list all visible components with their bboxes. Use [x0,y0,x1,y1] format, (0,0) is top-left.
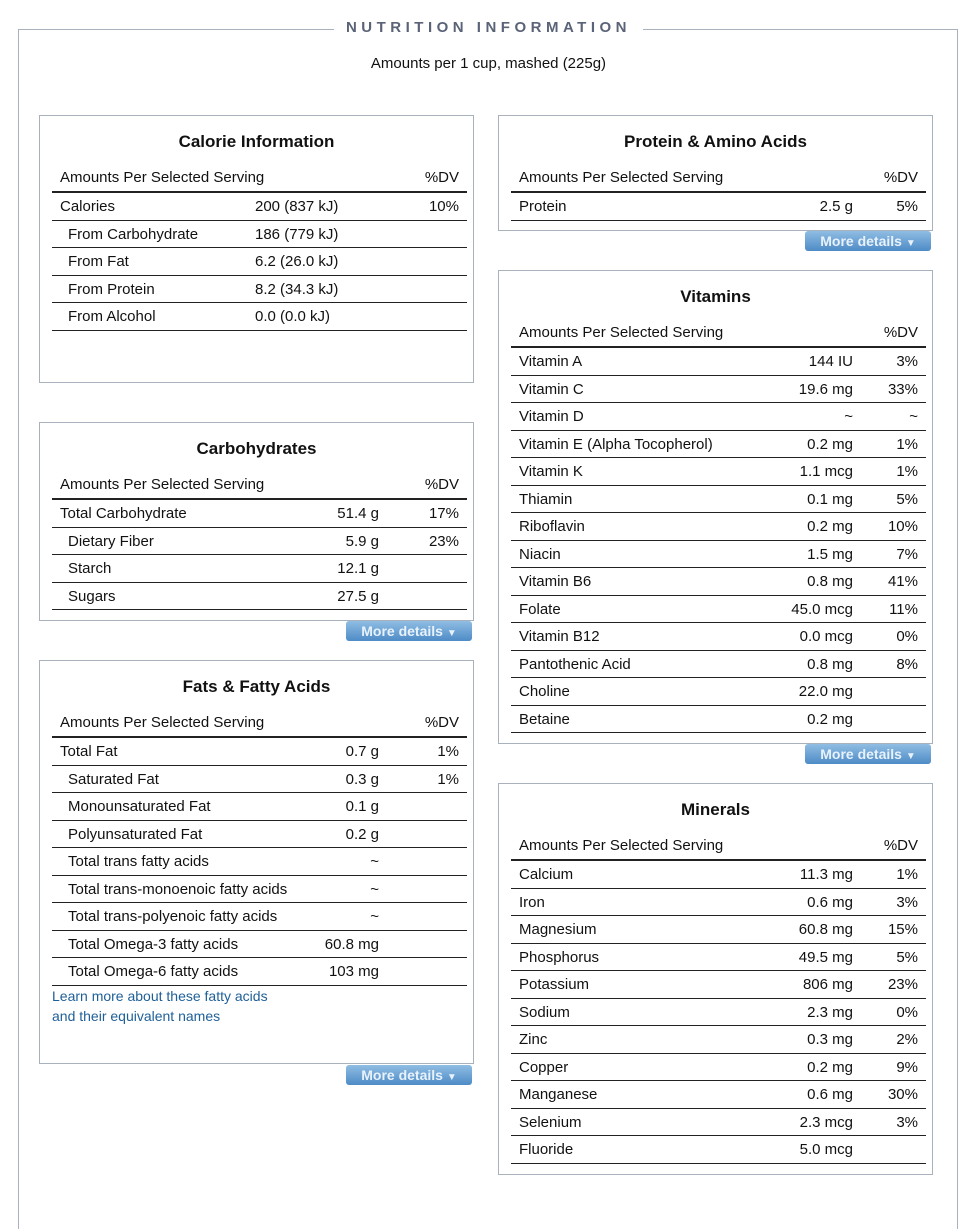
nutrient-dv: 2% [896,1031,918,1048]
carbohydrates-table [52,471,467,610]
table-row [511,486,926,514]
nutrient-name: Choline [519,683,570,700]
nutrient-name: Sodium [519,1003,570,1021]
calorie-panel [39,115,474,383]
table-header-row [511,319,926,348]
more-details-label: More details [820,746,902,762]
table-row [511,999,926,1027]
nutrient-name: Calcium [519,866,574,883]
table-row [511,1081,926,1109]
nutrient-name: Total Omega-3 fatty acids [68,935,239,953]
nutrient-dv: 0% [896,1003,918,1021]
nutrient-name: Zinc [519,1031,548,1048]
nutrient-name: Total trans-monoenoic fatty acids [68,880,288,898]
table-row [52,528,467,556]
nutrient-name: Vitamin B6 [519,573,592,590]
nutrient-dv: 1% [437,770,459,788]
nutrient-name: Total Carbohydrate [60,505,187,522]
learn-more-line-2: and their equivalent names [52,1008,221,1024]
header-dv: %DV [883,169,918,186]
table-row [511,568,926,596]
nutrient-name: Polyunsaturated Fat [68,825,203,843]
nutrient-dv: 10% [428,198,459,215]
nutrient-amount: 12.1 g [337,560,379,577]
minerals-panel [498,783,933,1175]
caret-down-icon: ▼ [905,751,916,762]
nutrient-amount: ~ [844,408,853,425]
nutrient-amount: 0.2 mg [807,1058,853,1076]
table-row [511,889,926,917]
table-row [52,276,467,304]
nutrient-name: Magnesium [519,921,597,938]
nutrient-dv: 0% [896,628,918,645]
learn-more-line-1: Learn more about these fatty acids [52,988,268,1004]
table-row [52,193,467,221]
header-label: Amounts Per Selected Serving [519,324,724,341]
nutrient-amount: 0.6 mg [807,1086,853,1103]
header-label: Amounts Per Selected Serving [60,714,265,731]
nutrient-amount: ~ [370,908,379,925]
panel-title: Vitamins [680,287,751,306]
nutrient-amount: 51.4 g [337,505,379,522]
nutrient-dv: 10% [887,518,918,535]
nutrient-amount: 806 mg [802,976,853,993]
nutrient-name: Total trans-polyenoic fatty acids [68,908,278,925]
nutrient-name: Saturated Fat [68,770,159,788]
nutrient-amount: 0.3 g [345,770,379,788]
nutrient-dv: 8% [896,655,918,673]
table-row [52,555,467,583]
nutrient-dv: 41% [887,573,918,590]
nutrient-dv: 5% [896,198,918,215]
nutrient-dv: 7% [896,545,918,563]
nutrient-amount: 60.8 mg [324,935,379,953]
table-row [52,766,467,794]
header-label: Amounts Per Selected Serving [60,476,265,493]
nutrient-amount: 5.0 mcg [799,1141,853,1158]
nutrient-amount: 2.3 mg [807,1003,853,1021]
nutrient-dv: 1% [437,743,459,760]
nutrient-amount: 200 (837 kJ) [255,198,339,215]
caret-down-icon: ▼ [446,1072,457,1083]
table-row [52,821,467,849]
table-row [511,916,926,944]
nutrient-name: Vitamin E (Alpha Tocopherol) [519,435,713,453]
nutrient-amount: ~ [370,880,379,898]
fats-table [52,709,467,986]
nutrient-amount: 11.3 mg [799,866,853,883]
nutrient-name: Total Fat [60,743,118,760]
nutrient-name: Betaine [519,710,570,728]
nutrient-name: From Alcohol [68,308,156,325]
nutrient-amount: 0.2 mg [807,710,853,728]
nutrient-name: Total trans fatty acids [68,853,209,870]
learn-more-fatty-acids-link[interactable] [52,986,268,1026]
nutrient-name: From Protein [68,280,155,298]
nutrient-amount: 0.2 mg [807,518,853,535]
table-row [511,1109,926,1137]
header-dv: %DV [883,837,918,854]
nutrient-amount: 186 (779 kJ) [255,225,339,243]
nutrient-name: Vitamin D [519,408,584,425]
table-row [511,678,926,706]
nutrient-amount: 5.9 g [345,532,379,550]
caret-down-icon: ▼ [446,628,457,639]
calorie-table [52,164,467,331]
table-header-row [52,709,467,738]
vitamins-table [511,319,926,733]
nutrient-amount: 49.5 mg [798,948,853,966]
table-row [52,221,467,249]
vitamins-panel [498,270,933,744]
nutrient-name: Thiamin [519,490,573,508]
nutrient-amount: 22.0 mg [798,683,853,700]
header-label: Amounts Per Selected Serving [519,169,724,186]
nutrient-amount: ~ [370,853,379,870]
nutrient-dv: 17% [428,505,459,522]
nutrient-name: Copper [519,1058,569,1076]
table-row [511,706,926,734]
table-row [511,623,926,651]
table-row [511,513,926,541]
table-header-row [511,832,926,861]
vitamins-more-details-button[interactable] [805,744,931,764]
nutrient-name: Total Omega-6 fatty acids [68,963,239,980]
table-row [511,431,926,459]
table-row [52,303,467,331]
nutrient-name: From Fat [68,253,129,270]
nutrient-name: Pantothenic Acid [519,655,631,673]
nutrient-amount: 103 mg [328,963,379,980]
caret-down-icon: ▼ [905,238,916,249]
nutrient-dv: 15% [887,921,918,938]
header-label: Amounts Per Selected Serving [60,169,265,186]
nutrient-dv: 1% [896,435,918,453]
table-row [511,403,926,431]
table-header-row [511,164,926,193]
nutrient-amount: 0.2 mg [807,435,853,453]
nutrient-amount: 0.6 mg [807,893,853,911]
table-row [511,1026,926,1054]
nutrient-dv: ~ [909,408,918,425]
nutrient-dv: 23% [887,976,918,993]
nutrient-name: Vitamin C [519,380,584,398]
table-row [511,1136,926,1164]
table-row [52,931,467,959]
table-row [52,848,467,876]
nutrient-dv: 30% [887,1086,918,1103]
panel-title: Protein & Amino Acids [624,132,807,151]
protein-panel [498,115,933,231]
nutrient-amount: 27.5 g [337,587,379,605]
minerals-table [511,832,926,1164]
nutrient-name: Calories [60,198,116,215]
table-row [511,348,926,376]
table-row [52,248,467,276]
table-row [511,944,926,972]
nutrient-name: Starch [68,560,112,577]
nutrient-dv: 9% [896,1058,918,1076]
table-row [511,971,926,999]
table-header-row [52,164,467,193]
nutrient-amount: 0.2 g [345,825,379,843]
nutrient-amount: 0.1 g [345,798,379,815]
nutrient-amount: 45.0 mcg [791,600,853,618]
nutrient-amount: 8.2 (34.3 kJ) [255,280,339,298]
header-dv: %DV [424,169,459,186]
nutrient-name: Vitamin B12 [519,628,600,645]
table-row [52,903,467,931]
header-dv: %DV [883,324,918,341]
table-row [52,958,467,986]
table-row [52,876,467,904]
panel-title: Minerals [681,800,750,819]
nutrient-dv: 3% [896,353,918,370]
nutrient-name: Riboflavin [519,518,585,535]
fats-more-details-button[interactable] [346,1065,472,1085]
nutrient-amount: 0.1 mg [807,490,853,508]
panel-title: Fats & Fatty Acids [182,677,331,696]
nutrient-amount: 1.1 mcg [799,463,853,480]
nutrient-dv: 33% [887,380,918,398]
nutrient-amount: 0.8 mg [807,573,853,590]
table-row [511,458,926,486]
serving-size: Amounts per 1 cup, mashed (225g) [370,55,607,72]
nutrient-amount: 6.2 (26.0 kJ) [255,253,339,270]
header-dv: %DV [424,476,459,493]
nutrient-name: Monounsaturated Fat [68,798,211,815]
protein-more-details-button[interactable] [805,231,931,251]
nutrient-dv: 1% [896,463,918,480]
protein-table [511,164,926,221]
more-details-label: More details [361,1067,443,1083]
nutrient-name: Sugars [68,587,116,605]
carbohydrates-panel [39,422,474,621]
nutrient-name: From Carbohydrate [68,225,199,243]
nutrient-dv: 3% [896,1113,918,1131]
table-row [52,793,467,821]
header-label: Amounts Per Selected Serving [519,837,724,854]
nutrient-name: Folate [519,600,561,618]
nutrient-name: Protein [519,198,567,215]
table-row [52,500,467,528]
nutrient-name: Vitamin K [519,463,583,480]
table-row [511,193,926,221]
panel-title: Calorie Information [178,132,335,151]
nutrient-amount: 0.7 g [345,743,379,760]
nutrient-amount: 144 IU [808,353,853,370]
nutrient-name: Vitamin A [519,353,583,370]
nutrient-dv: 11% [889,600,918,618]
nutrient-name: Iron [519,893,545,911]
table-row [511,596,926,624]
nutrient-name: Niacin [519,545,561,563]
nutrient-amount: 0.0 mcg [799,628,853,645]
nutrient-amount: 60.8 mg [798,921,853,938]
nutrient-name: Selenium [519,1113,582,1131]
nutrient-dv: 3% [896,893,918,911]
table-row [52,583,467,611]
nutrient-amount: 1.5 mg [807,545,853,563]
nutrient-amount: 0.3 mg [807,1031,853,1048]
header-dv: %DV [424,714,459,731]
table-row [511,651,926,679]
more-details-label: More details [361,623,443,639]
panel-title: Carbohydrates [196,439,317,458]
nutrient-amount: 2.3 mcg [799,1113,853,1131]
table-row [52,738,467,766]
nutrient-amount: 2.5 g [819,198,853,215]
nutrient-dv: 5% [896,948,918,966]
nutrient-name: Phosphorus [519,948,600,966]
nutrient-name: Potassium [519,976,590,993]
nutrient-dv: 23% [428,532,459,550]
table-row [511,376,926,404]
nutrient-amount: 19.6 mg [798,380,853,398]
page-title: NUTRITION INFORMATION [0,19,977,36]
nutrient-name: Manganese [519,1086,598,1103]
nutrient-dv: 5% [896,490,918,508]
table-row [511,861,926,889]
carbohydrates-more-details-button[interactable] [346,621,472,641]
nutrient-name: Dietary Fiber [68,532,154,550]
nutrient-name: Fluoride [519,1141,574,1158]
table-header-row [52,471,467,500]
nutrient-amount: 0.0 (0.0 kJ) [255,308,331,325]
table-row [511,1054,926,1082]
nutrient-dv: 1% [896,866,918,883]
table-row [511,541,926,569]
more-details-label: More details [820,233,902,249]
fats-panel [39,660,474,1064]
nutrient-amount: 0.8 mg [807,655,853,673]
